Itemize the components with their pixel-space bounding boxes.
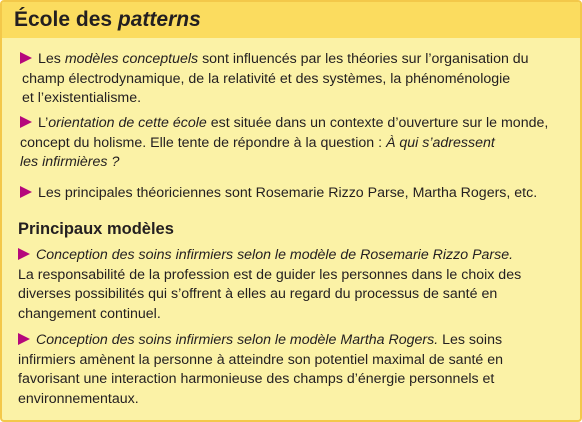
header-bar	[2, 2, 580, 38]
bullet-triangle-icon	[20, 52, 32, 64]
title-italic: patterns	[117, 8, 201, 31]
bullet-triangle-icon	[18, 333, 30, 345]
bullet-paragraph-3: Les principales théoriciennes sont Rosemarie Rizzo Parse, Martha Rogers, etc.	[20, 184, 572, 204]
section-subtitle: Principaux modèles	[18, 220, 174, 238]
bullet-paragraph-1: Les modèles conceptuels sont influencés par les théories sur l’organisation du champ électrodynamique, de la relativité et des systèmes, la phénoménologie et l’existentialisme.	[22, 51, 529, 106]
bullet-triangle-icon	[20, 186, 32, 198]
bullet-triangle-icon	[20, 116, 32, 128]
model-paragraph-2: Conception des soins infirmiers selon le modèle Martha Rogers. Les soins infirmiers amènent la personne à atteindre son potentiel maximal de santé en favorisant une interaction harmonieuse des champs d’énergie personnels et environnementaux.	[18, 332, 504, 407]
bullet-triangle-icon	[18, 248, 30, 260]
bullet-paragraph-2: L’orientation de cette école est située dans un contexte d’ouverture sur le monde, concept du holisme. Elle tente de répondre à la question : À qui s’adressent les infirmières ?	[20, 115, 549, 170]
model-paragraph-1: Conception des soins infirmiers selon le modèle de Rosemarie Rizzo Parse. La responsabilité de la profession est de guider les personnes dans le choix des diverses possibilités qui s’offrent à elles au regard du processus de santé en changement continuel.	[18, 247, 522, 322]
box-title	[14, 7, 201, 33]
title-regular: École des	[14, 8, 118, 31]
